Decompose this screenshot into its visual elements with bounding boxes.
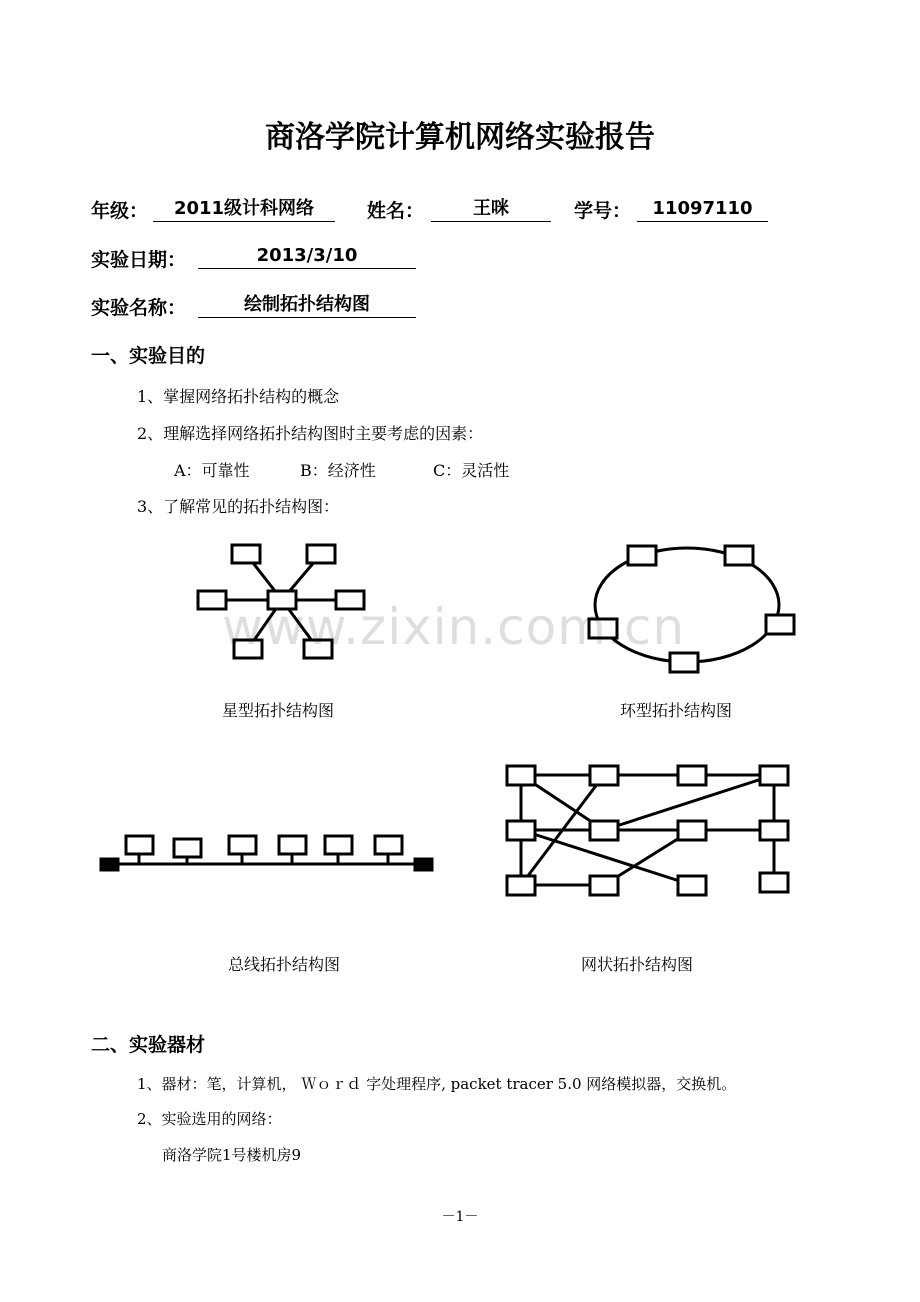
bus-node [229,836,256,854]
factor-b: B：经济性 [300,461,376,480]
page-number: －1－ [441,1209,479,1225]
bus-node [126,836,153,854]
mesh-node [590,766,618,785]
section2-heading: 二、实验器材 [91,1034,206,1056]
mesh-node [760,821,788,840]
bus-node [174,839,201,857]
objective-item-3: 3、了解常见的拓扑结构图： [137,497,340,516]
mesh-caption: 网状拓扑结构图 [580,955,693,974]
bus-node [375,836,402,854]
factor-a: A：可靠性 [174,461,250,480]
mesh-node [760,766,788,785]
bus-node [325,836,352,854]
objective-item-2: 2、理解选择网络拓扑结构图时主要考虑的因素： [137,424,484,443]
bus-terminator [415,859,432,870]
star-caption: 星型拓扑结构图 [221,701,334,720]
student-id-label: 学号： [574,200,632,222]
mesh-node [678,821,706,840]
mesh-node [507,876,535,895]
bus-terminator [101,859,118,870]
mesh-node [507,766,535,785]
grade-value: 2011级计科网络 [153,197,335,222]
mesh-node [590,821,618,840]
factor-c: C：灵活性 [433,461,510,480]
mesh-node [678,766,706,785]
mesh-topology-diagram [502,760,797,900]
bus-caption: 总线拓扑结构图 [227,955,340,974]
name-value: 王咪 [431,197,551,222]
bus-topology-diagram [98,830,434,875]
lab-location: 商洛学院1号楼机房9 [162,1146,302,1164]
mesh-node [678,876,706,895]
objective-item-1: 1、掌握网络拓扑结构的概念 [137,387,340,406]
experiment-name-label: 实验名称： [91,297,187,319]
watermark: www.zixin.com.cn [222,598,686,656]
ring-node [628,546,656,565]
section1-heading: 一、实验目的 [91,345,206,367]
student-id-value: 11097110 [637,197,768,222]
ring-node [766,615,794,634]
date-value: 2013/3/10 [198,244,416,269]
star-node [307,545,335,563]
ring-caption: 环型拓扑结构图 [619,701,732,720]
name-label: 姓名： [367,200,425,222]
date-label: 实验日期： [91,249,187,271]
equipment-item-1: 1、器材：笔，计算机， Ｗｏｒｄ 字处理程序, packet tracer 5.0 网络模拟器，交换机。 [137,1075,737,1093]
star-node [232,545,260,563]
page-title: 商洛学院计算机网络实验报告 [265,120,655,155]
mesh-node [590,876,618,895]
equipment-item-2: 2、实验选用的网络： [137,1110,282,1128]
experiment-name-value: 绘制拓扑结构图 [198,293,416,318]
grade-label: 年级： [91,200,149,222]
bus-node [279,836,306,854]
mesh-node [507,821,535,840]
mesh-node [760,873,788,892]
ring-node [725,546,753,565]
